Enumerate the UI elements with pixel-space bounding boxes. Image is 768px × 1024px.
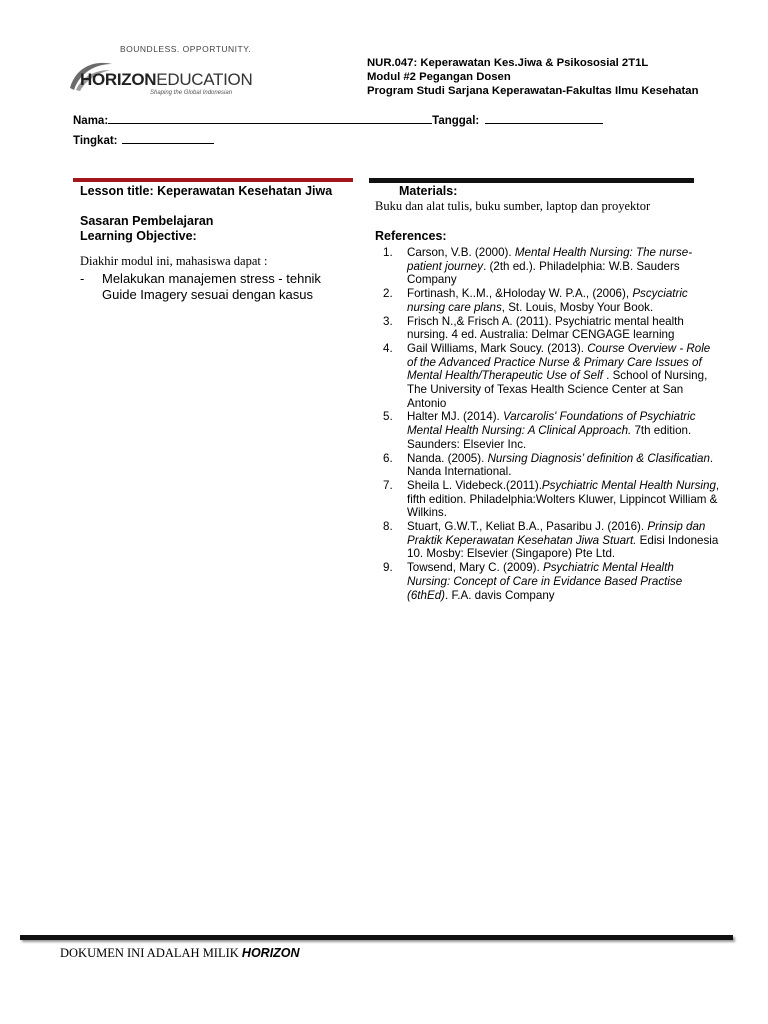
- right-section-divider: [369, 178, 694, 183]
- reference-number: 3.: [383, 314, 393, 328]
- reference-title: Mental Health Nursing: The nurse-patient journey: [407, 246, 693, 273]
- logo-subtitle: Shaping the Global Indonesian: [150, 90, 233, 96]
- reference-text: [407, 246, 720, 287]
- reference-item: [375, 287, 720, 314]
- objective-dash: -: [80, 271, 85, 286]
- logo-brand-light: EDUCATION: [156, 70, 253, 89]
- tanggal-label: Tanggal:: [432, 115, 480, 127]
- reference-segment: Fortinash, K..M., &Holoday W. P.A., (2006),: [407, 287, 633, 301]
- reference-segment: Towsend, Mary C. (2009).: [407, 561, 543, 575]
- horizon-education-logo: [66, 44, 266, 104]
- reference-number: 5.: [383, 410, 393, 424]
- reference-text: [407, 452, 720, 479]
- reference-segment: Stuart, G.W.T., Keliat B.A., Pasaribu J. (2016).: [407, 520, 648, 534]
- reference-text: [407, 520, 720, 561]
- tingkat-field: [73, 133, 214, 147]
- reference-text: [407, 410, 720, 451]
- reference-segment: Carson, V.B. (2000).: [407, 246, 515, 259]
- left-section-divider: [73, 178, 353, 182]
- reference-segment: . F.A. davis Company: [445, 588, 555, 602]
- reference-segment: Gail Williams, Mark Soucy. (2013).: [407, 341, 588, 355]
- reference-segment: Sheila L. Videbeck.(2011).: [407, 478, 542, 492]
- objective-heading-2: Learning Objective:: [80, 229, 197, 243]
- reference-number: 8.: [383, 520, 393, 534]
- objective-heading-1: Sasaran Pembelajaran: [80, 214, 214, 228]
- program-line: Program Studi Sarjana Keperawatan-Fakultas Ilmu Kesehatan: [367, 85, 699, 97]
- reference-item: [375, 561, 720, 602]
- footer-ownership: [60, 946, 300, 961]
- references-heading: References:: [375, 229, 447, 243]
- right-column: [375, 184, 720, 602]
- lesson-title: Keperawatan Kesehatan Jiwa: [157, 184, 333, 198]
- reference-number: 6.: [383, 451, 393, 465]
- reference-segment: . Nanda International.: [407, 451, 714, 479]
- footer-brand: HORIZON: [241, 946, 300, 960]
- reference-segment: . (2th ed.). Philadelphia: W.B. Sauders Company: [407, 259, 680, 287]
- reference-segment: Halter MJ. (2014).: [407, 410, 503, 424]
- reference-text: [407, 342, 720, 411]
- logo-brand-bold: HORIZON: [80, 70, 157, 89]
- tingkat-label: Tingkat:: [73, 135, 118, 147]
- reference-text: [407, 479, 720, 520]
- materials-heading: Materials:: [399, 184, 458, 198]
- reference-text: [407, 287, 720, 314]
- reference-item: [375, 452, 720, 479]
- reference-title: Varcarolis' Foundations of Psychiatric Mental Health Nursing: A Clinical Approach.: [407, 410, 696, 438]
- nama-field: [73, 113, 603, 127]
- reference-item: [375, 479, 720, 520]
- reference-text: [407, 561, 720, 602]
- reference-segment: Edisi Indonesia 10. Mosby: Elsevier (Singapore) Pte Ltd.: [407, 533, 719, 561]
- reference-number: 2.: [383, 287, 393, 301]
- reference-number: 1.: [383, 246, 393, 259]
- reference-segment: Frisch N.,& Frisch A. (2011). Psychiatric mental health nursing. 4 ed. Australia: Delmar CENGAGE learning: [407, 314, 684, 342]
- reference-title: Psychiatric Mental Health Nursing: Concept of Care in Evidance Based Practise (6thEd): [407, 561, 683, 602]
- reference-number: 9.: [383, 561, 393, 575]
- course-code-line: NUR.047: Keperawatan Kes.Jiwa & Psikososial 2T1L: [367, 57, 649, 69]
- reference-title: Nursing Diagnosis’ definition & Clasificatian: [487, 451, 710, 465]
- reference-segment: , St. Louis, Mosby Your Book.: [501, 300, 654, 314]
- course-header: [367, 56, 698, 98]
- reference-title: Pscyciatric nursing care plans: [407, 287, 688, 314]
- reference-item: [375, 246, 720, 287]
- reference-item: [375, 315, 720, 342]
- reference-item: [375, 342, 720, 411]
- tingkat-blank[interactable]: [122, 133, 214, 144]
- references-list: [375, 246, 720, 602]
- nama-label: Nama:: [73, 115, 109, 127]
- footer-divider: [20, 935, 733, 940]
- objective-item: [80, 271, 350, 303]
- reference-number: 4.: [383, 341, 393, 355]
- materials-text: Buku dan alat tulis, buku sumber, laptop dan proyektor: [375, 199, 651, 213]
- reference-item: [375, 410, 720, 451]
- reference-item: [375, 520, 720, 561]
- reference-segment: 7th edition. Saunders: Elsevier Inc.: [407, 424, 692, 451]
- reference-segment: , fifth edition. Philadelphia:Wolters Kluwer, Lippincot William & Wilkins.: [407, 478, 720, 520]
- footer-text: DOKUMEN INI ADALAH MILIK: [60, 946, 242, 960]
- logo-tagline: BOUNDLESS. OPPORTUNITY.: [120, 44, 252, 54]
- left-column: [80, 184, 350, 303]
- nama-blank[interactable]: [108, 113, 432, 124]
- reference-segment: . School of Nursing, The University of Texas Health Science Center at San Antonio: [407, 369, 708, 410]
- lesson-title-block: [80, 184, 350, 199]
- reference-segment: Nanda. (2005).: [407, 451, 488, 465]
- reference-title: Psychiatric Mental Health Nursing: [541, 478, 716, 492]
- reference-title: Prinsip dan Praktik Keperawatan Kesehatan Jiwa Stuart.: [407, 520, 706, 547]
- logo-wordmark: [80, 70, 252, 90]
- lesson-title-label: Lesson title:: [80, 184, 154, 198]
- objective-item-text: Melakukan manajemen stress - tehnik Guide Imagery sesuai dengan kasus: [102, 271, 321, 302]
- reference-number: 7.: [383, 478, 393, 492]
- objective-intro: Diakhir modul ini, mahasiswa dapat :: [80, 254, 268, 268]
- reference-text: [407, 315, 720, 342]
- tanggal-blank[interactable]: [485, 113, 603, 124]
- reference-title: Course Overview - Role of the Advanced Practice Nurse & Primary Care Issues of Mental Health/Therapeutic Use of Self: [407, 341, 711, 383]
- module-line: Modul #2 Pegangan Dosen: [367, 71, 511, 83]
